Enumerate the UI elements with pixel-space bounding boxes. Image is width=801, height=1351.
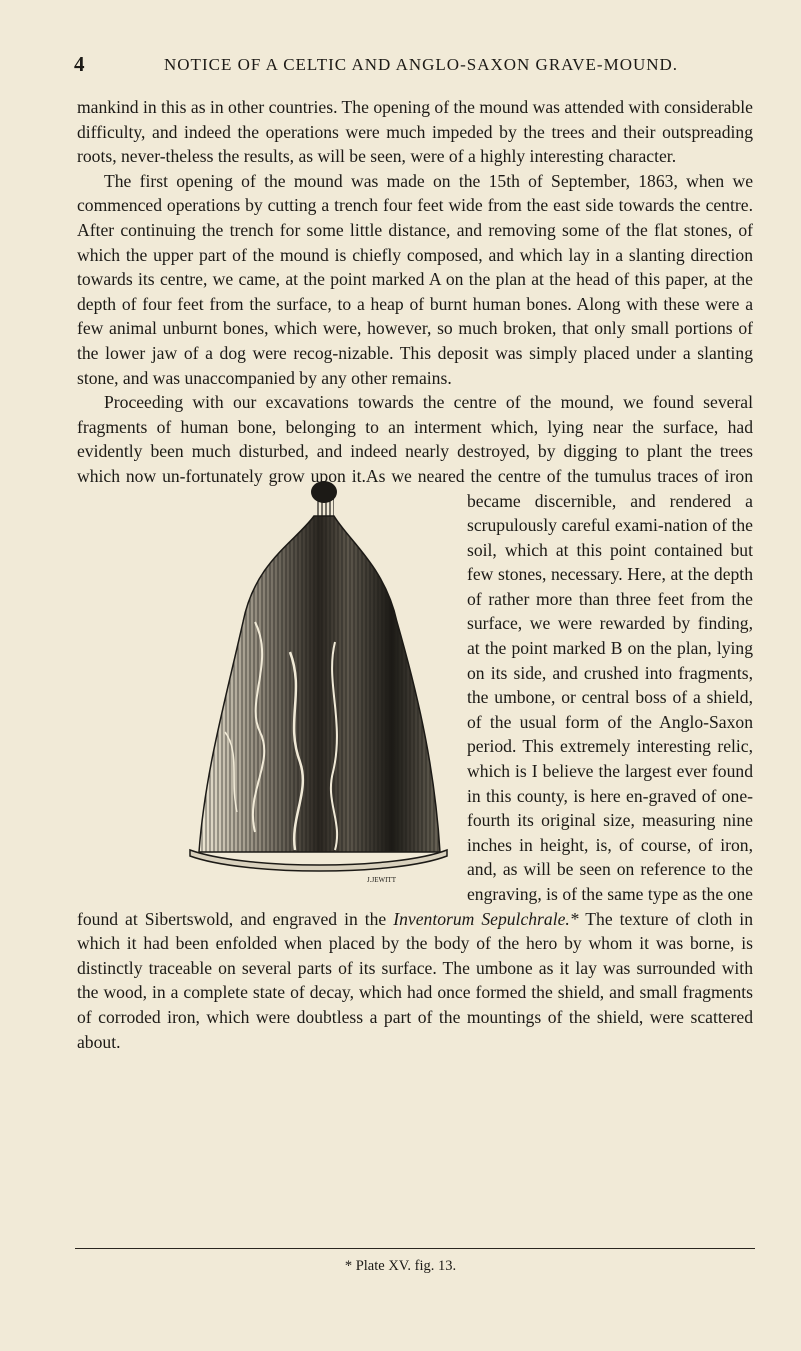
page-header xyxy=(74,52,754,80)
paragraph-1: mankind in this as in other countries. The opening of the mound was attended with considerable difficulty, and indeed the operations were much impeded by the trees and their outspreading roots, never-theless the results, as will be seen, were of a highly interesting character. xyxy=(77,97,753,167)
footnote-rule xyxy=(75,1248,755,1249)
page-number: 4 xyxy=(74,52,85,76)
running-title: NOTICE OF A CELTIC AND ANGLO-SAXON GRAVE-MOUND. xyxy=(164,55,679,74)
inventorum-sepulchrale-title: Inventorum Sepulchrale.* xyxy=(393,908,579,929)
paragraph-3 xyxy=(77,390,753,1054)
paragraph-3-part-3: The texture of cloth in which it had been enfolded when placed by the body of the hero by whom it was borne, is distinctly traceable on several parts of its surface. The umbone as it lay was surrounded with the wood, in a complete state of decay, which had once formed the shield, and small fragments of corroded iron, which were doubtless a part of the mountings of the shield, were scattered about. xyxy=(77,908,753,1052)
paragraph-2: The first opening of the mound was made on the 15th of September, 1863, when we commenced operations by cutting a trench four feet wide from the east side towards the centre. After continuing the trench for some little distance, and removing some of the flat stones, of which the upper part of the mound is chiefly composed, and which lay in a slanting direction towards its centre, we came, at the point marked A on the plan at the head of this paper, at the depth of four feet from the surface, to a heap of burnt human bones. Along with these were a few animal unburnt bones, which were, however, so much broken, that only small portions of the lower jaw of a dog were recog-nizable. This deposit was simply placed under a slanting stone, and was unaccompanied by any other remains. xyxy=(77,170,753,388)
body-text xyxy=(77,95,753,1054)
footnote: * Plate XV. fig. 13. xyxy=(344,1258,457,1274)
engraver-signature: J.JEWITT xyxy=(367,875,396,884)
umbone-illustration xyxy=(185,472,453,887)
paragraph-3-part-1: Proceeding with our excavations towards the centre of the mound, we found several fragments of human bone, belonging to an interment which, lying near the surface, had evidently been much disturbed, and indeed nearly destroyed, by digging to plant the trees which now un-fortunately grow upon it. xyxy=(77,392,753,486)
paragraph-3-part-2: As we neared the centre of the tumulus traces of iron became discernible, and rendered a scrupulously careful exami-nation of the soil, which at this point contained but few stones, necessary. Here, at the depth of rather more than three feet from the surface, we were rewarded by finding, at the point marked B on the plan, lying on its side, and crushed into fragments, the umbone, or central boss of a shield, of the usual form of the Anglo-Saxon period. This extremely interesting relic, which is I believe the largest ever found in this county, is here en-graved of one-fourth its original size, measuring nine inches in height, is, of course, of iron, and, as will be seen on reference to the engraving, is of the same type as the one found at Sibertswold, and engraved in the xyxy=(77,465,754,929)
shield-boss-engraving xyxy=(185,472,453,887)
